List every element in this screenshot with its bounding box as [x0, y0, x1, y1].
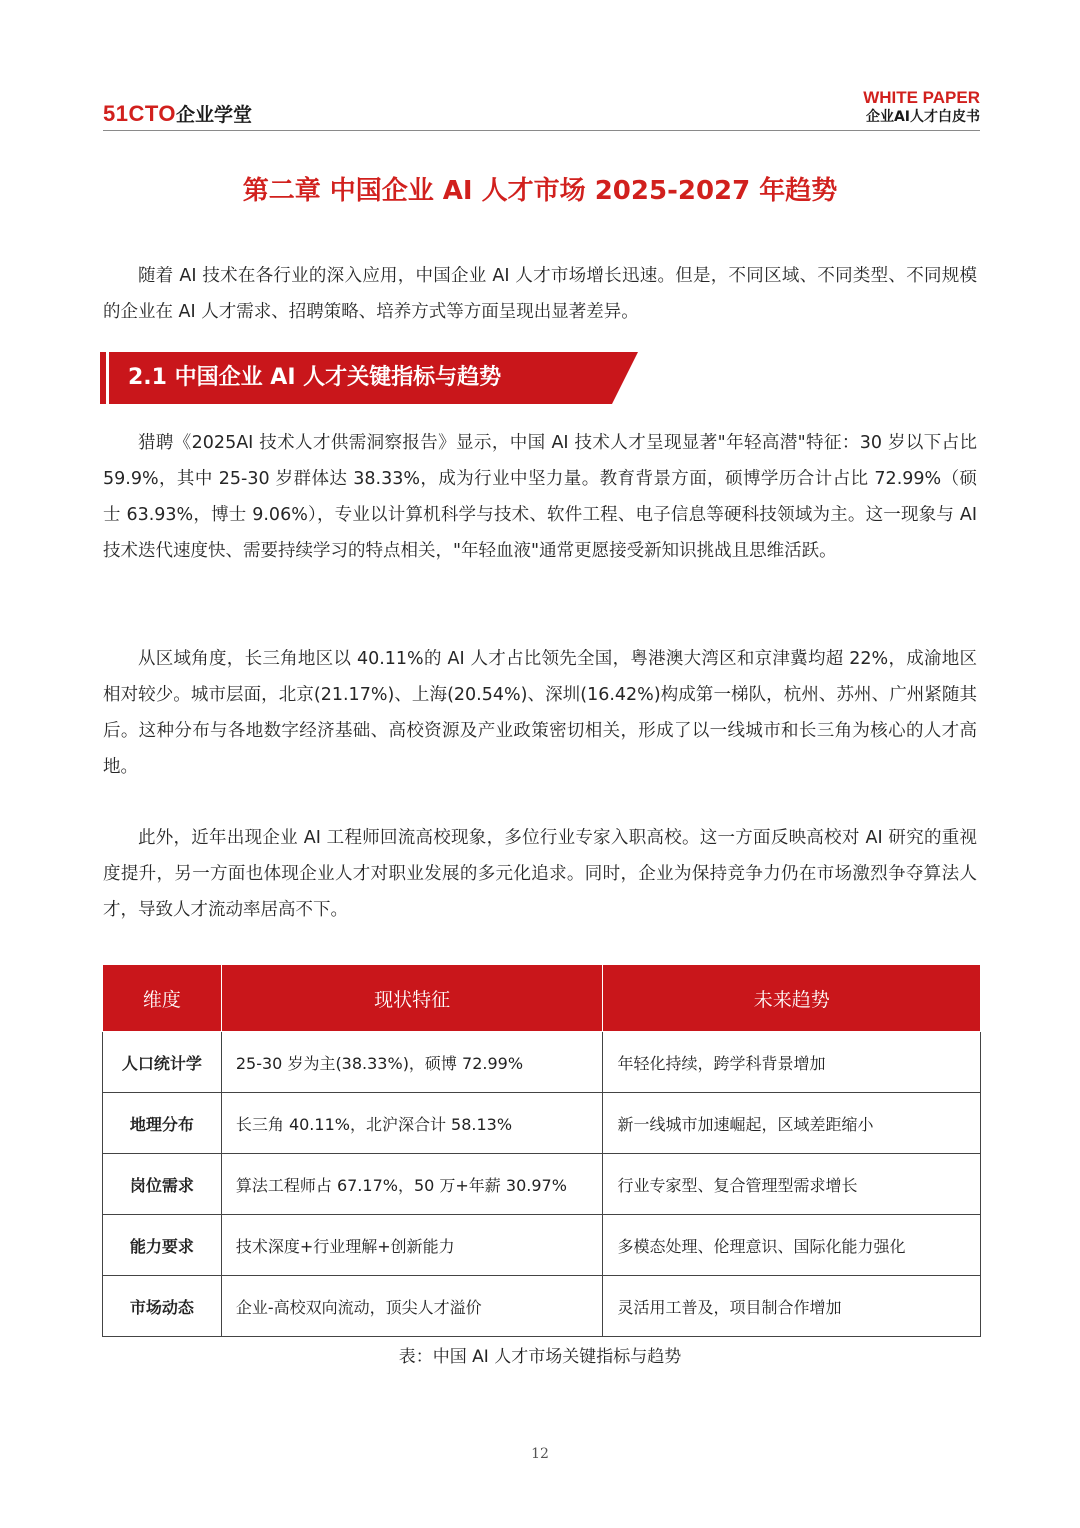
row-current: 企业-高校双向流动，顶尖人才溢价	[221, 1276, 603, 1337]
row-current: 长三角 40.11%，北沪深合计 58.13%	[221, 1093, 603, 1154]
header-dimension: 维度	[103, 965, 222, 1032]
chapter-title: 第二章 中国企业 AI 人才市场 2025-2027 年趋势	[242, 176, 838, 206]
row-future: 多模态处理、伦理意识、国际化能力强化	[603, 1215, 981, 1276]
body-paragraph: 此外，近年出现企业 AI 工程师回流高校现象，多位行业专家入职高校。这一方面反映高校对 AI 研究的重视度提升，另一方面也体现企业人才对职业发展的多元化追求。同时，企业为保持竞争力仍在市场激烈争夺算法人才，导致人才流动率居高不下。	[103, 828, 977, 920]
header-future: 未来趋势	[603, 965, 981, 1032]
row-current: 算法工程师占 67.17%，50 万+年薪 30.97%	[221, 1154, 603, 1215]
table-row	[103, 1215, 981, 1276]
whitepaper-mark	[863, 88, 980, 126]
header-current: 现状特征	[221, 965, 603, 1032]
table-row	[103, 1154, 981, 1215]
logo	[103, 100, 252, 127]
section-title: 2.1 中国企业 AI 人才关键指标与趋势	[128, 365, 502, 390]
row-current: 技术深度+行业理解+创新能力	[221, 1215, 603, 1276]
page-header	[103, 86, 980, 131]
row-current: 25-30 岁为主(38.33%)，硕博 72.99%	[221, 1032, 603, 1093]
row-dimension: 能力要求	[103, 1215, 222, 1276]
table-header-row	[103, 965, 981, 1032]
whitepaper-cn: 企业AI人才白皮书	[865, 109, 980, 125]
table-row	[103, 1276, 981, 1337]
body-paragraph: 从区域角度，长三角地区以 40.11%的 AI 人才占比领先全国，粤港澳大湾区和京津冀均超 22%，成渝地区相对较少。城市层面，北京(21.17%)、上海(20.54%)、深圳(16.42%)构成第一梯队，杭州、苏州、广州紧随其后。这种分布与各地数字经济基础、高校资源及产业政策密切相关，形成了以一线城市和长三角为核心的人才高地。	[103, 649, 977, 777]
intro-paragraph: 随着 AI 技术在各行业的深入应用，中国企业 AI 人才市场增长迅速。但是，不同区域、不同类型、不同规模的企业在 AI 人才需求、招聘策略、培养方式等方面呈现出显著差异。	[103, 266, 977, 322]
body-paragraph: 猎聘《2025AI 技术人才供需洞察报告》显示，中国 AI 技术人才呈现显著"年轻高潜"特征：30 岁以下占比 59.9%，其中 25-30 岁群体达 38.33%，成为行业中坚力量。教育背景方面，硕博学历合计占比 72.99%（硕士 63.93%，博士 9.06%），专业以计算机科学与技术、软件工程、电子信息等硬科技领域为主。这一现象与 AI 技术迭代速度快、需要持续学习的特点相关，"年轻血液"通常更愿接受新知识挑战且思维活跃。	[103, 433, 977, 561]
section-heading	[100, 352, 640, 404]
row-dimension: 岗位需求	[103, 1154, 222, 1215]
row-future: 行业专家型、复合管理型需求增长	[603, 1154, 981, 1215]
row-dimension: 人口统计学	[103, 1032, 222, 1093]
row-future: 年轻化持续，跨学科背景增加	[603, 1032, 981, 1093]
logo-brand: 51CTO	[103, 101, 177, 126]
row-dimension: 地理分布	[103, 1093, 222, 1154]
page-number: 12	[531, 1446, 549, 1462]
row-future: 灵活用工普及，项目制合作增加	[603, 1276, 981, 1337]
trend-table	[102, 964, 981, 1337]
table-row	[103, 1032, 981, 1093]
table-caption: 表：中国 AI 人才市场关键指标与趋势	[398, 1347, 682, 1367]
whitepaper-en: WHITE PAPER	[863, 88, 980, 107]
row-dimension: 市场动态	[103, 1276, 222, 1337]
logo-text: 企业学堂	[176, 104, 253, 126]
row-future: 新一线城市加速崛起，区域差距缩小	[603, 1093, 981, 1154]
table-row	[103, 1093, 981, 1154]
